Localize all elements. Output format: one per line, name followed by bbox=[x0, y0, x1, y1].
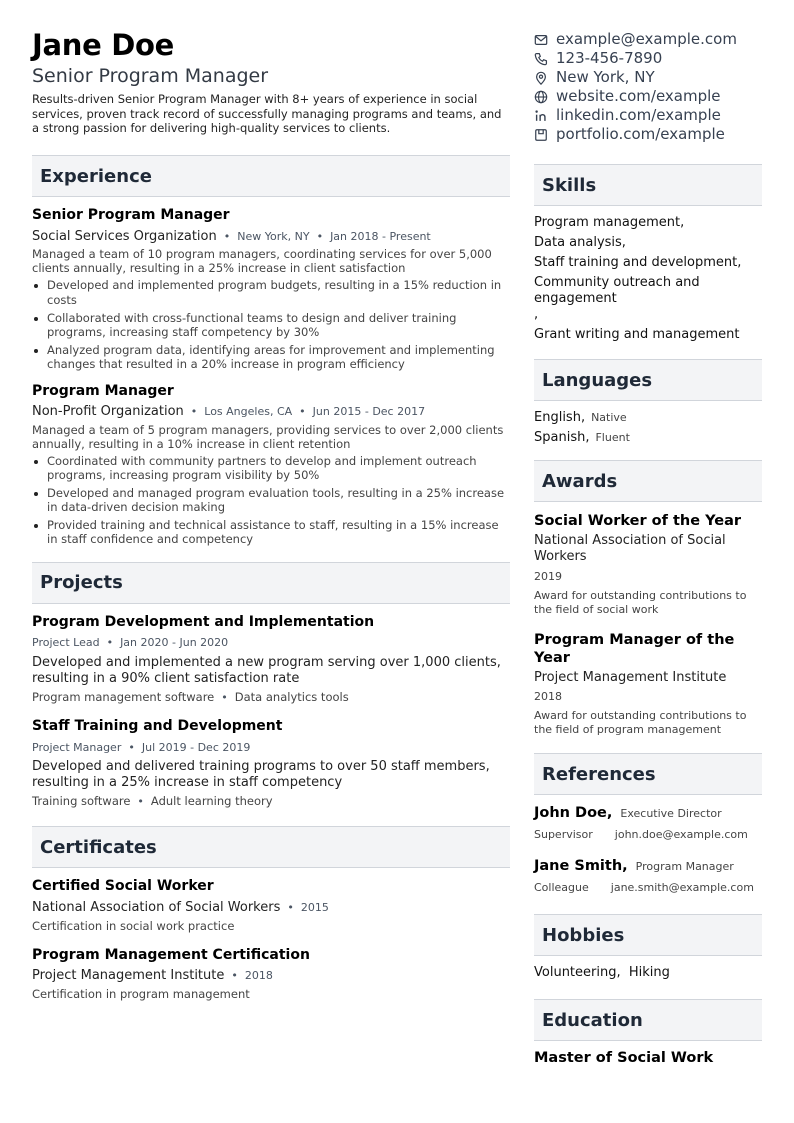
job-company: Social Services Organization bbox=[32, 228, 217, 244]
project-description: Developed and implemented a new program serving over 1,000 clients, resulting in a 90% client satisfaction rate bbox=[32, 654, 501, 686]
section-hobbies-header: Hobbies bbox=[534, 914, 762, 956]
project-dates: Jul 2019 - Dec 2019 bbox=[141, 740, 251, 754]
project-tool: Adult learning theory bbox=[150, 794, 273, 809]
project-description: Developed and delivered training programs to over 50 staff members, resulting in a 25% increase in staff competency bbox=[32, 759, 490, 791]
project-tool: Program management software bbox=[32, 690, 215, 705]
award-description: Award for outstanding contributions to the field of social work bbox=[534, 588, 747, 616]
separator-dot: • bbox=[137, 795, 144, 809]
project-role: Project Manager bbox=[32, 740, 122, 754]
skill-item: Community outreach and engagement bbox=[534, 275, 700, 306]
certificate-year: 2015 bbox=[300, 900, 329, 914]
reference-header bbox=[534, 858, 762, 874]
project-dates: Jan 2020 - Jun 2020 bbox=[120, 636, 229, 650]
project-title: Program Development and Implementation bbox=[32, 613, 375, 630]
reference-details bbox=[534, 881, 762, 894]
reference-role: Program Manager bbox=[635, 860, 734, 873]
main-column bbox=[32, 30, 510, 1001]
job-bullet: Developed and managed program evaluation tools, resulting in a 25% increase in data-driven decision making bbox=[32, 486, 510, 514]
skill-item: Program management, bbox=[534, 215, 685, 230]
job-location: New York, NY bbox=[237, 229, 310, 243]
reference-details bbox=[534, 828, 762, 841]
reference-name: Jane Smith, bbox=[534, 858, 628, 874]
skill-item: , bbox=[534, 307, 539, 322]
job-bullet: Provided training and technical assistance to staff, resulting in a 15% increase in staff confidence and competency bbox=[32, 518, 510, 546]
language-name: English, bbox=[534, 410, 586, 425]
globe-icon bbox=[534, 90, 556, 104]
reference-relation: Colleague bbox=[534, 881, 589, 894]
contact-phone[interactable]: 123-456-7890 bbox=[534, 49, 762, 68]
reference-email[interactable]: jane.smith@example.com bbox=[610, 881, 754, 894]
award-entry bbox=[534, 631, 762, 737]
project-meta bbox=[32, 740, 510, 756]
project-entry bbox=[32, 614, 510, 704]
project-title: Staff Training and Development bbox=[32, 718, 283, 735]
language-name: Spanish, bbox=[534, 430, 590, 445]
reference-entry bbox=[534, 805, 762, 841]
separator-dot: • bbox=[128, 740, 135, 754]
job-bullet: Developed and implemented program budgets, resulting in a 15% reduction in costs bbox=[32, 278, 510, 306]
reference-email[interactable]: john.doe@example.com bbox=[614, 828, 748, 841]
certificate-meta bbox=[32, 968, 510, 984]
hobbies-list: Volunteering, Hiking bbox=[534, 965, 670, 980]
project-tool: Training software bbox=[32, 794, 131, 809]
language-item bbox=[534, 410, 762, 426]
certificate-title: Certified Social Worker bbox=[32, 878, 214, 895]
separator-dot: • bbox=[231, 969, 238, 983]
job-summary: Managed a team of 10 program managers, coordinating services for over 5,000 clients annually, resulting in a 25% increase in client satisfaction bbox=[32, 247, 492, 276]
project-role: Project Lead bbox=[32, 636, 100, 650]
experience-entry bbox=[32, 383, 510, 546]
phone-icon bbox=[534, 52, 556, 66]
language-level: Native bbox=[591, 411, 627, 424]
job-bullet: Collaborated with cross-functional teams to design and deliver training programs, increasing staff competency by 30% bbox=[32, 311, 510, 339]
separator-dot: • bbox=[287, 900, 294, 914]
candidate-title: Senior Program Manager bbox=[32, 65, 269, 88]
job-title: Program Manager bbox=[32, 382, 174, 399]
job-dates: Jun 2015 - Dec 2017 bbox=[312, 405, 426, 419]
award-title: Social Worker of the Year bbox=[534, 513, 742, 529]
separator-dot: • bbox=[106, 636, 114, 650]
reference-name: John Doe, bbox=[534, 805, 613, 821]
award-title: Program Manager of the Year bbox=[534, 631, 735, 666]
project-tools bbox=[32, 690, 510, 704]
separator-dot: • bbox=[190, 405, 198, 419]
reference-role: Executive Director bbox=[620, 807, 722, 820]
location-pin-icon bbox=[534, 71, 556, 85]
separator-dot: • bbox=[223, 229, 231, 243]
separator-dot: • bbox=[299, 405, 306, 419]
separator-dot: • bbox=[316, 229, 324, 243]
job-summary: Managed a team of 5 program managers, providing services to over 2,000 clients annually, resulting in a 10% increase in client retention bbox=[32, 422, 504, 451]
section-projects-header: Projects bbox=[32, 562, 510, 604]
certificate-entry bbox=[32, 878, 510, 932]
language-level: Fluent bbox=[595, 431, 630, 444]
contact-location: New York, NY bbox=[534, 68, 762, 87]
skill-item: Data analysis, bbox=[534, 235, 626, 250]
candidate-name: Jane Doe bbox=[32, 28, 175, 62]
skill-item: Grant writing and management bbox=[534, 327, 740, 342]
skills-list bbox=[534, 215, 762, 343]
project-meta bbox=[32, 635, 510, 651]
reference-relation: Supervisor bbox=[534, 828, 593, 841]
job-bullet: Analyzed program data, identifying areas for improvement and implementing changes that resulted in a 20% increase in program efficiency bbox=[32, 343, 510, 371]
section-experience-header: Experience bbox=[32, 155, 510, 197]
contact-list bbox=[534, 30, 762, 144]
side-column bbox=[534, 30, 762, 1066]
contact-portfolio[interactable]: portfolio.com/example bbox=[534, 125, 762, 144]
reference-entry bbox=[534, 858, 762, 894]
profile-summary: Results-driven Senior Program Manager with 8+ years of experience in social services, proven track record of successfully managing programs and teams, and a strong passion for delivering high-quality services to clients. bbox=[32, 92, 502, 135]
job-location: Los Angeles, CA bbox=[204, 405, 293, 419]
certificate-description: Certification in program management bbox=[32, 986, 250, 1001]
linkedin-icon bbox=[534, 109, 556, 123]
section-skills-header: Skills bbox=[534, 164, 762, 206]
job-bullet: Coordinated with community partners to develop and implement outreach programs, increasing program visibility by 50% bbox=[32, 454, 510, 482]
job-meta bbox=[32, 404, 510, 420]
project-tool: Data analytics tools bbox=[234, 690, 349, 705]
award-org: National Association of Social Workers bbox=[534, 533, 726, 565]
certificate-description: Certification in social work practice bbox=[32, 918, 235, 933]
education-degree: Master of Social Work bbox=[534, 1050, 714, 1066]
job-dates: Jan 2018 - Present bbox=[330, 229, 431, 243]
contact-email[interactable]: example@example.com bbox=[534, 30, 762, 49]
certificate-meta bbox=[32, 900, 510, 916]
certificate-issuer: Project Management Institute bbox=[32, 968, 225, 984]
separator-dot: • bbox=[221, 691, 228, 705]
mail-icon bbox=[534, 33, 556, 47]
project-entry bbox=[32, 718, 510, 808]
certificate-year: 2018 bbox=[244, 969, 273, 983]
award-org: Project Management Institute bbox=[534, 669, 727, 685]
award-year: 2019 bbox=[534, 569, 562, 583]
job-bullets bbox=[32, 278, 510, 370]
section-certificates-header: Certificates bbox=[32, 826, 510, 868]
award-entry bbox=[534, 512, 762, 617]
award-description: Award for outstanding contributions to the field of program management bbox=[534, 709, 747, 737]
language-item bbox=[534, 430, 762, 446]
contact-website[interactable]: website.com/example bbox=[534, 87, 762, 106]
job-bullets bbox=[32, 454, 510, 546]
portfolio-icon bbox=[534, 128, 556, 142]
languages-list bbox=[534, 410, 762, 446]
section-languages-header: Languages bbox=[534, 359, 762, 401]
contact-linkedin[interactable]: linkedin.com/example bbox=[534, 106, 762, 125]
job-title: Senior Program Manager bbox=[32, 207, 230, 224]
award-year: 2018 bbox=[534, 690, 562, 704]
section-education-header: Education bbox=[534, 999, 762, 1041]
certificate-title: Program Management Certification bbox=[32, 946, 310, 963]
skill-item: Staff training and development, bbox=[534, 255, 742, 270]
section-awards-header: Awards bbox=[534, 460, 762, 502]
section-references-header: References bbox=[534, 753, 762, 795]
project-tools bbox=[32, 794, 510, 808]
experience-entry bbox=[32, 207, 510, 370]
job-company: Non-Profit Organization bbox=[32, 404, 184, 420]
job-meta bbox=[32, 229, 510, 245]
certificate-issuer: National Association of Social Workers bbox=[32, 899, 281, 915]
reference-header bbox=[534, 805, 762, 821]
certificate-entry bbox=[32, 947, 510, 1001]
